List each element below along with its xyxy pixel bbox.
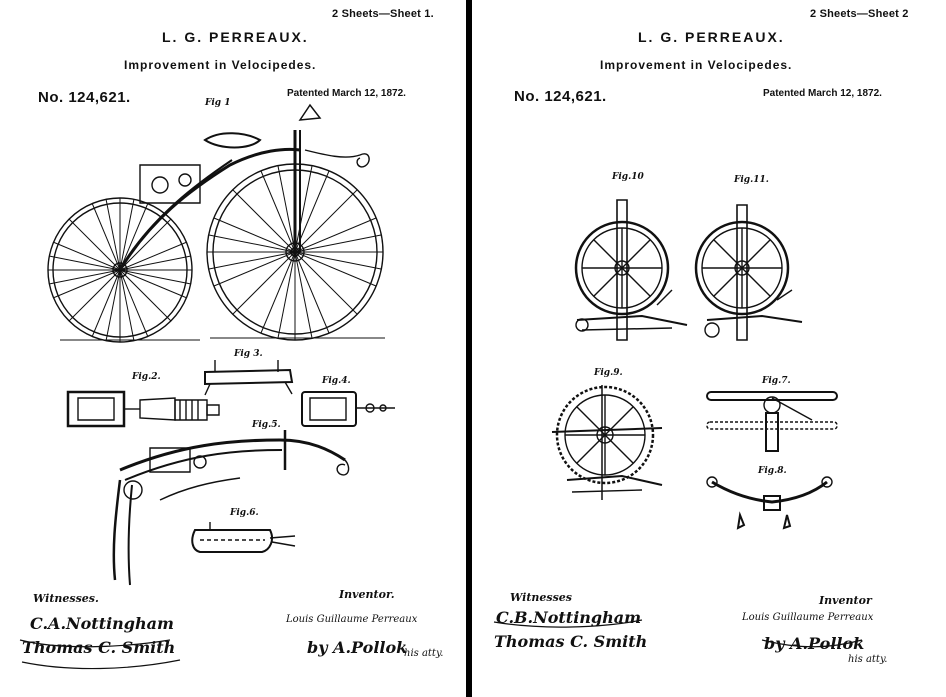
fig-11-label: Fig.11. — [734, 175, 769, 185]
witnesses-label: Witnesses. — [33, 592, 99, 605]
patent-number: No. 124,621. — [38, 89, 131, 106]
inventor-heading: L. G. PERREAUX. — [162, 29, 309, 45]
patent-number: No. 124,621. — [514, 88, 607, 105]
fig-5-drawing — [114, 430, 349, 585]
patent-date: Patented March 12, 1872. — [287, 88, 406, 99]
attorney-signature: by A.Pollok — [307, 638, 408, 657]
fig-1-velocipede-drawing — [48, 105, 385, 342]
fig-8-label: Fig.8. — [758, 466, 787, 476]
attorney-signature: by A.Pollok — [764, 634, 865, 653]
fig-9-label: Fig.9. — [594, 368, 623, 378]
witness-2-signature: Thomas C. Smith — [494, 632, 648, 651]
inventor-label: Inventor — [819, 594, 872, 607]
fig-7-drawing — [707, 392, 837, 451]
witness-2-signature: Thomas C. Smith — [22, 638, 176, 657]
invention-title: Improvement in Velocipedes. — [124, 58, 317, 72]
fig-10-label: Fig.10 — [612, 172, 644, 182]
fig-5-label: Fig.5. — [252, 420, 281, 430]
fig-7-label: Fig.7. — [762, 376, 791, 386]
fig-2-label: Fig.2. — [132, 372, 161, 382]
inventor-label: Inventor. — [339, 588, 395, 601]
fig-10-drawing — [576, 200, 687, 340]
fig-9-drawing — [552, 385, 662, 500]
fig-11-drawing — [696, 205, 802, 340]
witnesses-label: Witnesses — [510, 591, 572, 604]
attorney-suffix: his atty. — [404, 648, 444, 659]
fig-2-drawing — [68, 392, 219, 426]
patent-sheet-2 — [472, 0, 946, 697]
witness-1-signature: C.B.Nottingham — [496, 608, 642, 627]
patent-date: Patented March 12, 1872. — [763, 88, 882, 99]
fig-4-label: Fig.4. — [322, 376, 351, 386]
attorney-suffix: his atty. — [848, 654, 888, 665]
inventor-heading: L. G. PERREAUX. — [638, 29, 785, 45]
fig-3-label: Fig 3. — [234, 349, 263, 359]
fig-6-label: Fig.6. — [230, 508, 259, 518]
inventor-signature: Louis Guillaume Perreaux — [742, 612, 874, 623]
invention-title: Improvement in Velocipedes. — [600, 58, 793, 72]
fig-4-drawing — [302, 392, 395, 426]
sheet-label: 2 Sheets—Sheet 2 — [810, 8, 909, 20]
fig-6-drawing — [192, 522, 295, 552]
fig-3-drawing — [205, 360, 292, 395]
patent-sheet-1 — [0, 0, 466, 697]
fig-1-label: Fig 1 — [205, 98, 231, 108]
fig-8-drawing — [707, 477, 832, 528]
witness-1-signature: C.A.Nottingham — [30, 614, 174, 633]
inventor-signature: Louis Guillaume Perreaux — [286, 614, 418, 625]
sheet-label: 2 Sheets—Sheet 1. — [332, 8, 434, 20]
